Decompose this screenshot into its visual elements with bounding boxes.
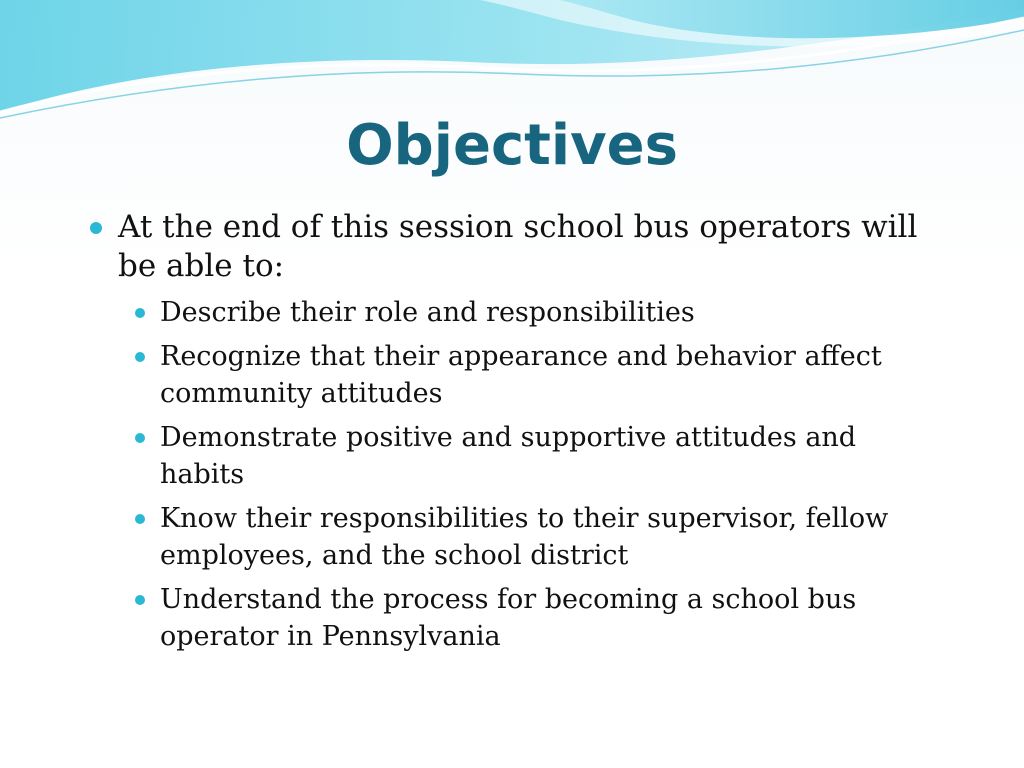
objective-text: Demonstrate positive and supportive attitudes and habits <box>160 422 857 490</box>
bullet-dot-icon <box>135 308 145 318</box>
objectives-list <box>130 294 948 655</box>
objective-text: Describe their role and responsibilities <box>160 297 695 328</box>
objective-item <box>130 338 948 412</box>
objective-text: Recognize that their appearance and behavior affect community attitudes <box>160 341 882 409</box>
slide-body <box>88 208 948 662</box>
objective-text: Understand the process for becoming a school bus operator in Pennsylvania <box>160 584 857 652</box>
objective-item <box>130 419 948 493</box>
objective-text: Know their responsibilities to their supervisor, fellow employees, and the school district <box>160 503 889 571</box>
slide-title: Objectives <box>346 113 678 178</box>
objective-item <box>130 500 948 574</box>
bullet-dot-icon <box>90 222 102 234</box>
bullet-dot-icon <box>135 433 145 443</box>
main-bullet-text: At the end of this session school bus operators will be able to: <box>118 209 918 284</box>
bullet-dot-icon <box>135 352 145 362</box>
bullet-dot-icon <box>135 595 145 605</box>
objective-item <box>130 294 948 331</box>
main-bullet <box>88 208 948 286</box>
objective-item <box>130 581 948 655</box>
bullet-dot-icon <box>135 514 145 524</box>
